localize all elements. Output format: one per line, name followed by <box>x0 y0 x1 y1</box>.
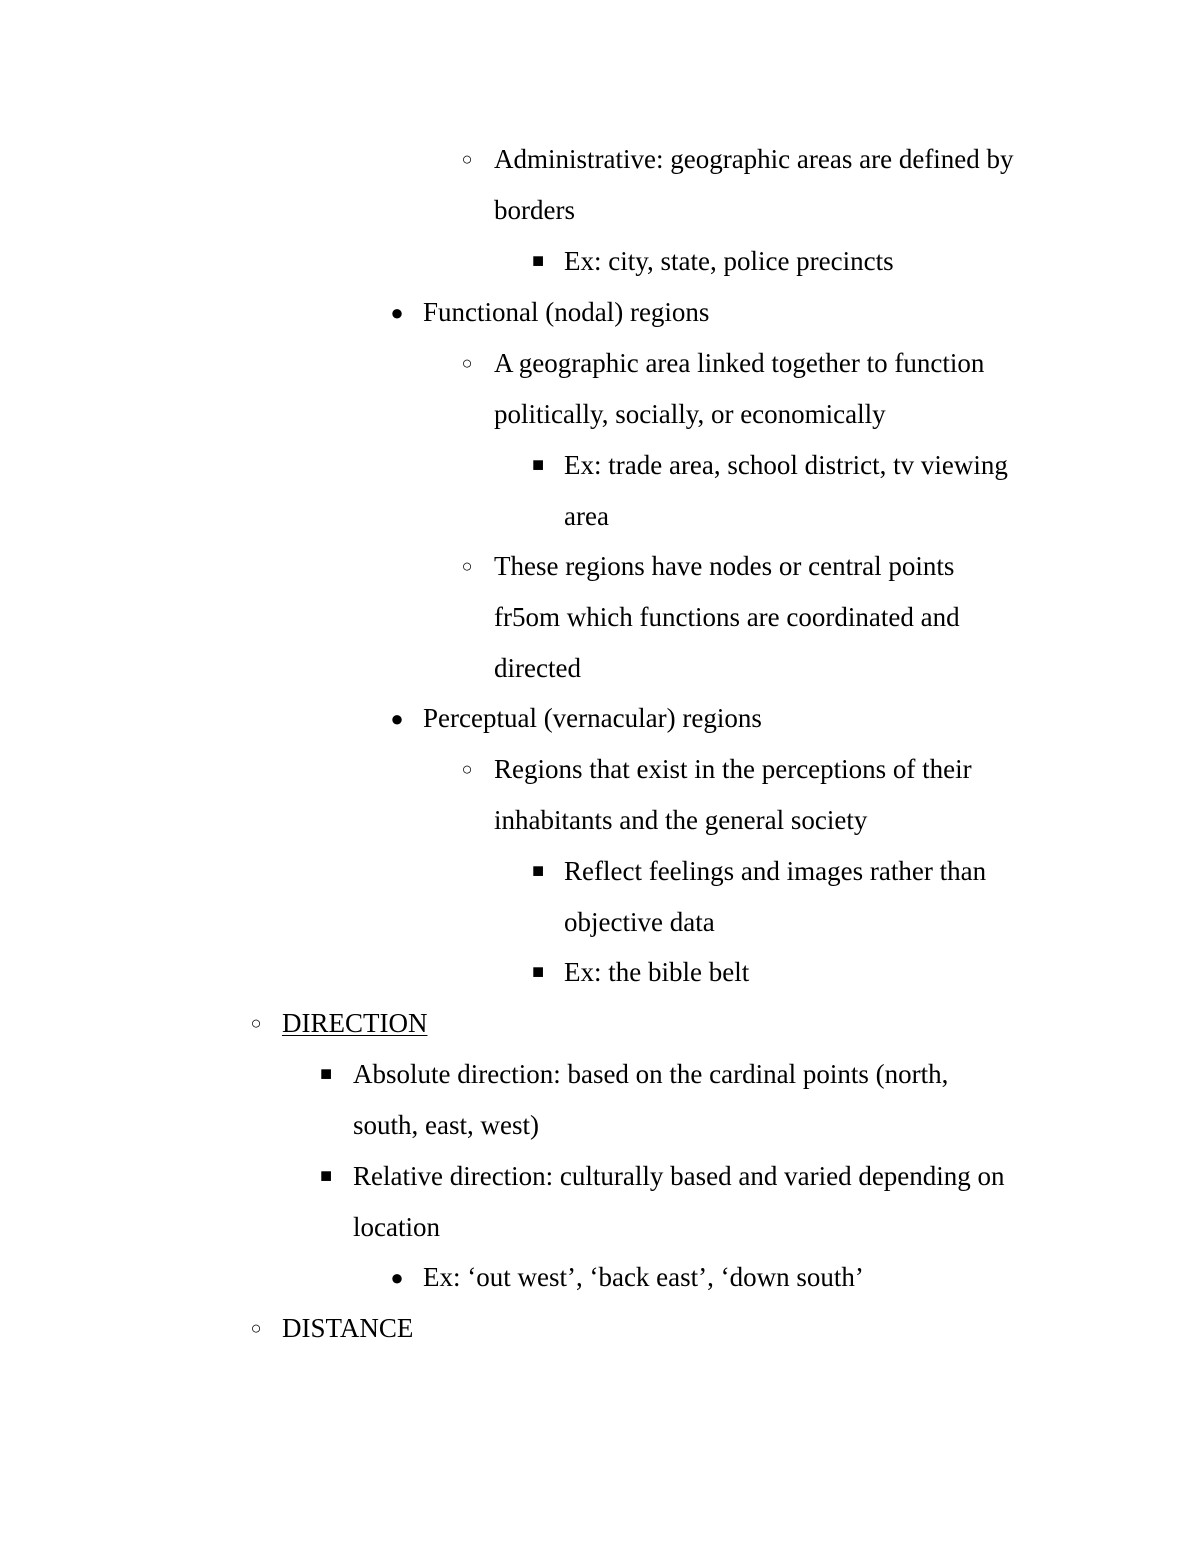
circle-bullet-icon: ○ <box>461 149 473 169</box>
disc-bullet-icon: ● <box>390 1265 404 1290</box>
relative-example-text: Ex: ‘out west’, ‘back east’, ‘down south’ <box>423 1262 864 1292</box>
list-item-perceptual-definition <box>0 744 1034 846</box>
square-bullet-icon: ■ <box>531 860 545 882</box>
list-item-direction <box>0 998 1062 1049</box>
perceptual-heading: Perceptual (vernacular) regions <box>423 703 762 733</box>
distance-heading: DISTANCE <box>282 1313 414 1343</box>
administrative-example-text: Ex: city, state, police precincts <box>564 246 894 276</box>
circle-bullet-icon: ○ <box>250 1318 262 1338</box>
list-item-distance <box>0 1303 1062 1354</box>
list-item-perceptual-reflect <box>0 846 1034 948</box>
list-item-functional <box>0 287 1063 338</box>
disc-bullet-icon: ● <box>390 706 404 731</box>
list-item-functional-example <box>0 440 1054 542</box>
list-item-relative-direction <box>0 1151 1043 1253</box>
circle-bullet-icon: ○ <box>250 1013 262 1033</box>
functional-heading: Functional (nodal) regions <box>423 297 710 327</box>
list-item-perceptual <box>0 693 1063 744</box>
square-bullet-icon: ■ <box>319 1063 333 1085</box>
functional-example-text: Ex: trade area, school district, tv viewing area <box>564 450 1008 531</box>
list-item-absolute-direction <box>0 1049 1013 1151</box>
list-item-administrative <box>0 134 1054 236</box>
square-bullet-icon: ■ <box>531 250 545 272</box>
functional-nodes-text: These regions have nodes or central points fr5om which functions are coordinated and directed <box>494 551 960 683</box>
circle-bullet-icon: ○ <box>461 556 473 576</box>
list-item-functional-nodes <box>0 541 1014 694</box>
absolute-direction-text: Absolute direction: based on the cardinal points (north, south, east, west) <box>353 1059 949 1140</box>
list-item-relative-example <box>0 1252 1063 1303</box>
square-bullet-icon: ■ <box>531 961 545 983</box>
perceptual-definition-text: Regions that exist in the perceptions of their inhabitants and the general society <box>494 754 972 835</box>
perceptual-example-text: Ex: the bible belt <box>564 957 750 987</box>
relative-direction-text: Relative direction: culturally based and varied depending on location <box>353 1161 1005 1242</box>
circle-bullet-icon: ○ <box>461 353 473 373</box>
functional-definition-text: A geographic area linked together to function politically, socially, or economically <box>494 348 985 429</box>
direction-heading: DIRECTION <box>282 1008 428 1038</box>
administrative-text: Administrative: geographic areas are defined by borders <box>494 144 1014 225</box>
square-bullet-icon: ■ <box>531 454 545 476</box>
list-item-functional-definition <box>0 338 1054 440</box>
list-item-administrative-example <box>0 236 1064 287</box>
disc-bullet-icon: ● <box>390 300 404 325</box>
square-bullet-icon: ■ <box>319 1165 333 1187</box>
perceptual-reflect-text: Reflect feelings and images rather than objective data <box>564 856 987 937</box>
circle-bullet-icon: ○ <box>461 759 473 779</box>
list-item-perceptual-example <box>0 947 1064 998</box>
